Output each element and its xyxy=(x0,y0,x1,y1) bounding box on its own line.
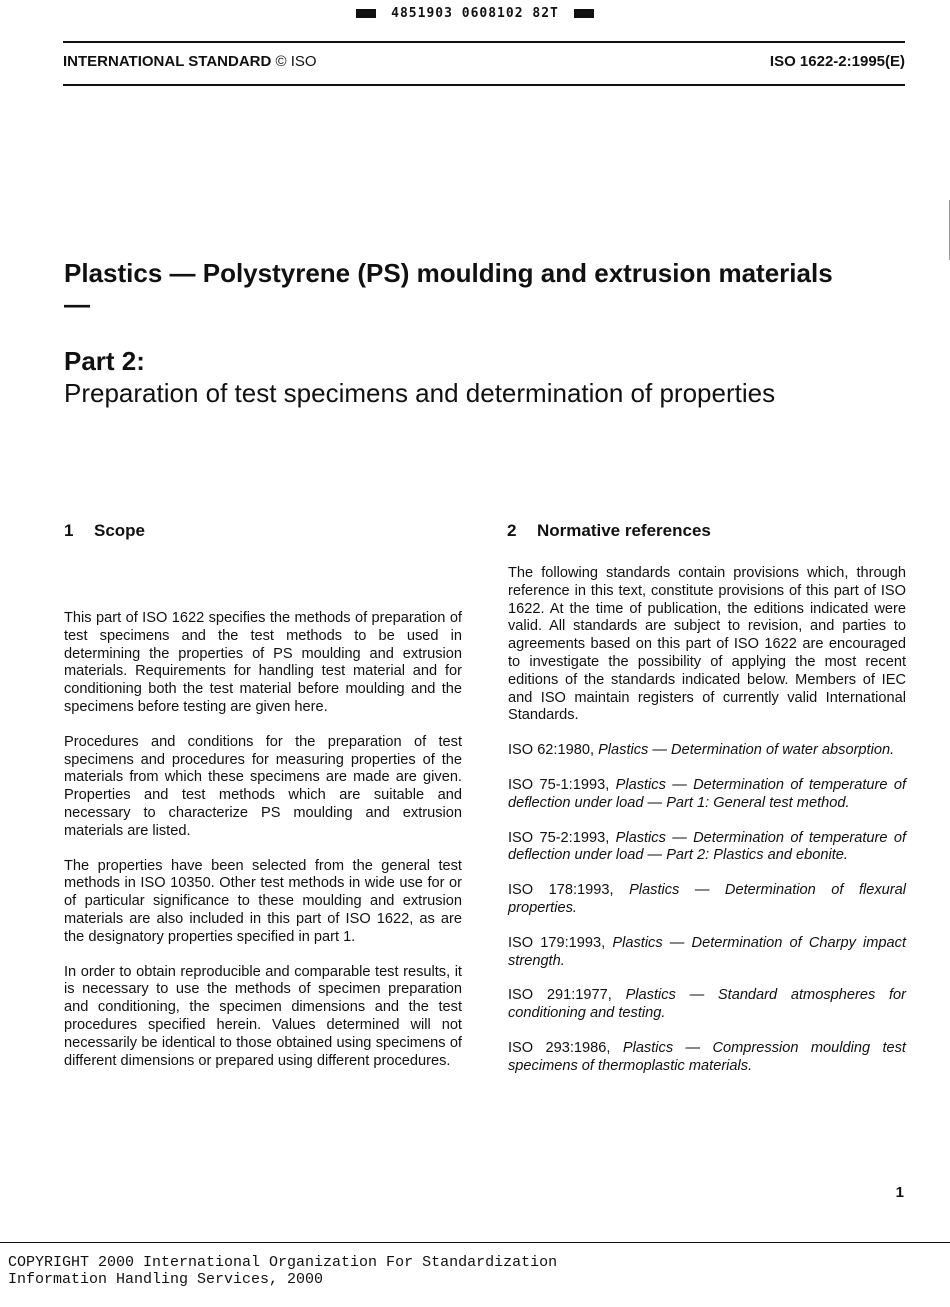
header-standard-label xyxy=(63,53,317,70)
barcode-block-right xyxy=(574,9,594,18)
section-1-number: 1 xyxy=(64,521,74,540)
normative-intro: The following standards contain provisions which, through reference in this text, constitute provisions of this part of ISO 1622. At the time of publication, the editions indicated were valid. All standards are subject to revision, and parties to agreements based on this part of ISO 1622 are encouraged to investigate the possibility of applying the most recent editions of the standards indicated below. Members of IEC and ISO maintain registers of currently valid International Standards. xyxy=(508,565,906,724)
reference-title: Plastics — Standard atmospheres for conditioning and testing. xyxy=(508,987,907,1022)
reference-item xyxy=(508,742,906,760)
reference-item xyxy=(508,987,906,1023)
footer-line-2: Information Handling Services, 2000 xyxy=(8,1271,324,1288)
scope-paragraph: This part of ISO 1622 specifies the methods of preparation of test specimens and the test methods to be used in determining the properties of PS moulding and extrusion materials. Requirements for handling test material and for conditioning both the test material before moulding and the specimens before testing are given here. xyxy=(64,610,462,715)
reference-code: ISO 75-2:1993, xyxy=(508,829,610,846)
reference-item xyxy=(508,830,906,866)
document-title: Plastics — Polystyrene (PS) moulding and extrusion materials — xyxy=(64,258,833,319)
barcode-code: 4851903 0608102 82T xyxy=(391,6,559,21)
reference-title: Plastics — Determination of Charpy impact strength. xyxy=(508,934,907,969)
footer-rule xyxy=(0,1242,950,1243)
reference-code: ISO 293:1986, xyxy=(508,1039,611,1056)
reference-item xyxy=(508,1040,906,1076)
reference-item xyxy=(508,882,906,918)
footer-line-1: COPYRIGHT 2000 International Organization For Standardization xyxy=(8,1254,558,1271)
scope-body xyxy=(64,610,462,1087)
section-1-heading xyxy=(64,521,145,541)
reference-item xyxy=(508,777,906,813)
barcode xyxy=(0,6,950,21)
scope-paragraph: In order to obtain reproducible and comparable test results, it is necessary to use the methods of specimen preparation and conditioning, the specimen dimensions and the test procedures specified herein. Values determined will not necessarily be identical to those obtained using specimens of different dimensions or prepared using different procedures. xyxy=(64,963,462,1069)
reference-code: ISO 291:1977, xyxy=(508,987,612,1004)
reference-title: Plastics — Determination of water absorption. xyxy=(598,742,895,759)
header-bottom-rule xyxy=(63,84,905,86)
page-number: 1 xyxy=(895,1184,904,1201)
reference-code: ISO 178:1993, xyxy=(508,882,614,899)
scope-paragraph: The properties have been selected from the general test methods in ISO 10350. Other test methods in wide use for or of particular significance to these moulding and extrusion materials are also included in this part of ISO 1622, as are the designatory properties specified in part 1. xyxy=(64,857,462,945)
reference-title: Plastics — Determination of temperature of deflection under load — Part 1: General test method. xyxy=(508,776,907,811)
section-1-title: Scope xyxy=(94,521,146,540)
reference-code: ISO 62:1980, xyxy=(508,742,595,759)
header-standard-type: INTERNATIONAL STANDARD xyxy=(63,53,272,70)
reference-code: ISO 75-1:1993, xyxy=(508,776,610,793)
header-document-id: ISO 1622-2:1995(E) xyxy=(769,53,905,70)
normative-body xyxy=(508,565,906,1093)
scope-paragraph: Procedures and conditions for the preparation of test specimens and procedures for measuring properties of the materials from which these specimens are made are given. Properties and test methods which are suitable and necessary to characterize PS moulding and extrusion materials are listed. xyxy=(64,733,462,839)
reference-title: Plastics — Determination of temperature of deflection under load — Part 2: Plastics and ebonite. xyxy=(508,829,907,864)
barcode-block-left xyxy=(356,9,376,18)
reference-title: Plastics — Compression moulding test specimens of thermoplastic materials. xyxy=(508,1039,906,1074)
header-top-rule xyxy=(63,41,905,43)
part-label: Part 2: xyxy=(64,346,145,376)
section-2-number: 2 xyxy=(507,521,517,540)
header-copyright-iso: © ISO xyxy=(275,53,317,70)
reference-title: Plastics — Determination of flexural properties. xyxy=(508,882,906,916)
copyright-footer xyxy=(8,1254,557,1288)
part-subtitle: Preparation of test specimens and determination of properties xyxy=(64,378,776,408)
section-2-title: Normative references xyxy=(537,521,711,540)
reference-item xyxy=(508,935,906,971)
section-2-heading xyxy=(507,521,711,541)
reference-code: ISO 179:1993, xyxy=(508,934,606,951)
